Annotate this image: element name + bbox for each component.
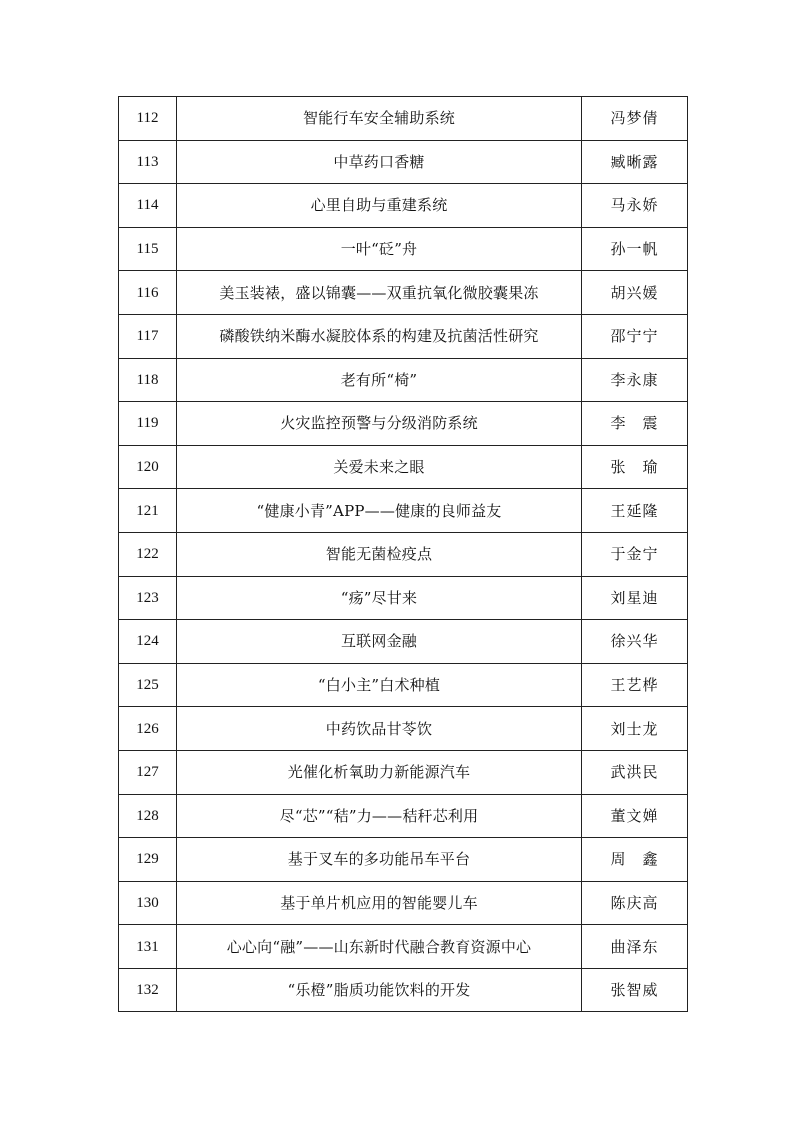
table-row (119, 968, 688, 1012)
project-leader: 武洪民 (582, 750, 688, 794)
row-number: 121 (119, 489, 177, 533)
row-number: 128 (119, 794, 177, 838)
project-name: “疡”尽甘来 (177, 576, 582, 620)
table-row (119, 532, 688, 576)
row-number: 112 (119, 97, 177, 141)
table-row (119, 576, 688, 620)
project-leader: 周 鑫 (582, 838, 688, 882)
project-leader: 李 震 (582, 402, 688, 446)
project-leader: 张 瑜 (582, 445, 688, 489)
table-row (119, 358, 688, 402)
project-leader: 王艺桦 (582, 663, 688, 707)
project-name: “白小主”白术种植 (177, 663, 582, 707)
table-row (119, 314, 688, 358)
project-name: 尽“芯”“秸”力——秸秆芯利用 (177, 794, 582, 838)
project-name: 中草药口香糖 (177, 140, 582, 184)
project-leader: 刘士龙 (582, 707, 688, 751)
project-leader: 臧晰露 (582, 140, 688, 184)
project-name: 智能无菌检疫点 (177, 532, 582, 576)
row-number: 123 (119, 576, 177, 620)
table-row (119, 227, 688, 271)
table-row (119, 620, 688, 664)
project-name: 火灾监控预警与分级消防系统 (177, 402, 582, 446)
project-name: 关爱未来之眼 (177, 445, 582, 489)
table-row (119, 750, 688, 794)
table-row (119, 184, 688, 228)
table-row (119, 97, 688, 141)
project-name: “乐橙”脂质功能饮料的开发 (177, 968, 582, 1012)
project-name: 智能行车安全辅助系统 (177, 97, 582, 141)
table-row (119, 707, 688, 751)
project-leader: 胡兴媛 (582, 271, 688, 315)
project-table (118, 96, 688, 1012)
row-number: 122 (119, 532, 177, 576)
table-row (119, 271, 688, 315)
project-leader: 马永娇 (582, 184, 688, 228)
table-row (119, 140, 688, 184)
project-name: 老有所“椅” (177, 358, 582, 402)
project-name: 互联网金融 (177, 620, 582, 664)
project-leader: 陈庆高 (582, 881, 688, 925)
row-number: 126 (119, 707, 177, 751)
project-leader: 李永康 (582, 358, 688, 402)
project-name: 心里自助与重建系统 (177, 184, 582, 228)
row-number: 124 (119, 620, 177, 664)
row-number: 118 (119, 358, 177, 402)
row-number: 125 (119, 663, 177, 707)
row-number: 113 (119, 140, 177, 184)
project-leader: 于金宁 (582, 532, 688, 576)
row-number: 120 (119, 445, 177, 489)
row-number: 114 (119, 184, 177, 228)
project-name: 基于叉车的多功能吊车平台 (177, 838, 582, 882)
project-name: 美玉装裱，盛以锦囊——双重抗氧化微胶囊果冻 (177, 271, 582, 315)
row-number: 131 (119, 925, 177, 969)
table-row (119, 838, 688, 882)
row-number: 127 (119, 750, 177, 794)
row-number: 130 (119, 881, 177, 925)
row-number: 132 (119, 968, 177, 1012)
project-leader: 冯梦倩 (582, 97, 688, 141)
table-row (119, 925, 688, 969)
project-leader: 王延隆 (582, 489, 688, 533)
project-leader: 孙一帆 (582, 227, 688, 271)
table-row (119, 489, 688, 533)
project-name: 光催化析氧助力新能源汽车 (177, 750, 582, 794)
project-name: “健康小青”APP——健康的良师益友 (177, 489, 582, 533)
project-leader: 徐兴华 (582, 620, 688, 664)
row-number: 119 (119, 402, 177, 446)
project-leader: 张智威 (582, 968, 688, 1012)
table-row (119, 794, 688, 838)
table-row (119, 881, 688, 925)
row-number: 129 (119, 838, 177, 882)
project-name: 中药饮品甘苓饮 (177, 707, 582, 751)
project-name: 心心向“融”——山东新时代融合教育资源中心 (177, 925, 582, 969)
project-leader: 邵宁宁 (582, 314, 688, 358)
table-row (119, 663, 688, 707)
project-name: 一叶“砭”舟 (177, 227, 582, 271)
row-number: 115 (119, 227, 177, 271)
row-number: 116 (119, 271, 177, 315)
table-row (119, 402, 688, 446)
table-row (119, 445, 688, 489)
table-body (119, 97, 688, 1012)
project-name: 磷酸铁纳米酶水凝胶体系的构建及抗菌活性研究 (177, 314, 582, 358)
project-name: 基于单片机应用的智能婴儿车 (177, 881, 582, 925)
project-leader: 刘星迪 (582, 576, 688, 620)
row-number: 117 (119, 314, 177, 358)
project-leader: 董文婵 (582, 794, 688, 838)
project-leader: 曲泽东 (582, 925, 688, 969)
